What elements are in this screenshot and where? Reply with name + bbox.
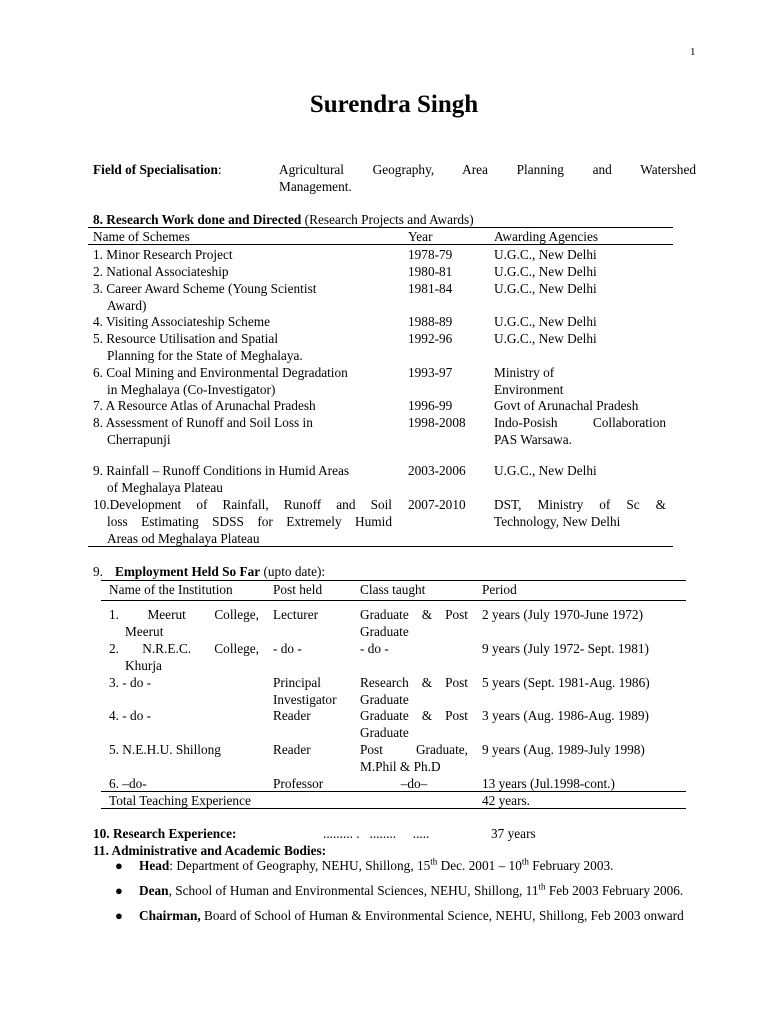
post-cell: Lecturer [273,607,319,622]
class-cell: Graduate & Post [360,607,468,622]
period-cell: 13 years (Jul.1998-cont.) [482,776,615,791]
agency-cell: Govt of Arunachal Pradesh [494,398,639,413]
period-cell: 3 years (Aug. 1986-Aug. 1989) [482,708,649,723]
divider [101,808,686,809]
scheme-cell: Planning for the State of Meghalaya. [107,348,303,363]
header-institution: Name of the Institution [109,582,233,597]
post-cell: - do - [273,641,302,656]
scheme-cell: 2. National Associateship [93,264,229,279]
scheme-cell: 8. Assessment of Runoff and Soil Loss in [93,415,313,430]
class-cell: Graduate [360,725,409,740]
employment-section-title: 9. Employment Held So Far (upto date): [93,564,326,579]
admin-role: Dean [139,883,169,898]
year-cell: 1981-84 [408,281,453,296]
bullet-icon: ● [115,858,123,873]
total-label: Total Teaching Experience [109,793,251,808]
post-cell: Reader [273,742,311,757]
period-cell: 9 years (Aug. 1989-July 1998) [482,742,645,757]
period-cell: 9 years (July 1972- Sept. 1981) [482,641,649,656]
agency-cell: Indo-Posish Collaboration [494,415,666,430]
institution-cell: 3. - do - [109,675,152,690]
divider [88,546,673,547]
research-section-title: 8. Research Work done and Directed (Research Projects and Awards) [93,212,474,227]
ordinal-suffix: th [521,856,529,867]
admin-text: : Department of Geography, NEHU, Shillong, 15 [169,858,431,873]
year-cell: 2007-2010 [408,497,466,512]
admin-text: February 2003. [528,858,614,873]
divider [101,600,686,601]
year-cell: 1988-89 [408,314,453,329]
header-year: Year [408,229,433,244]
post-cell: Reader [273,708,311,723]
ordinal-suffix: th [430,856,438,867]
year-cell: 1980-81 [408,264,453,279]
research-experience-label: 10. Research Experience: [93,826,237,841]
scheme-cell: of Meghalaya Plateau [107,480,223,495]
post-cell: Investigator [273,692,337,707]
period-cell: 2 years (July 1970-June 1972) [482,607,644,622]
total-value: 42 years. [482,793,530,808]
scheme-cell: Cherrapunji [107,432,171,447]
class-cell: Post Graduate, [360,742,468,757]
agency-cell: U.G.C., New Delhi [494,331,597,346]
scheme-cell: 6. Coal Mining and Environmental Degradation [93,365,348,380]
agency-cell: Technology, New Delhi [494,514,621,529]
header-scheme: Name of Schemes [93,229,190,244]
year-cell: 2003-2006 [408,463,466,478]
field-label: Field of Specialisation: [93,162,222,177]
institution-cell: 2. N.R.E.C. College, [109,641,259,656]
agency-cell: Ministry of [494,365,555,380]
scheme-cell: 10.Development of Rainfall, Runoff and Soil [93,497,392,512]
page-number: 1 [690,46,696,58]
admin-section-title: 11. Administrative and Academic Bodies: [93,843,327,858]
year-cell: 1993-97 [408,365,453,380]
admin-item [93,882,697,899]
research-experience-value: 37 years [491,826,536,841]
year-cell: 1978-79 [408,247,453,262]
class-cell: Graduate & Post [360,708,468,723]
class-cell: –do– [400,776,428,791]
post-cell: Principal [273,675,322,690]
header-period: Period [482,582,517,597]
agency-cell: DST, Ministry of Sc & [494,497,666,512]
admin-text: Board of School of Human & Environmental Science, NEHU, Shillong, Feb 2003 onward [200,908,684,923]
admin-text: Feb 2003 February 2006. [545,883,684,898]
admin-item [93,857,697,874]
institution-cell: 4. - do - [109,708,152,723]
header-class: Class taught [360,582,426,597]
period-cell: 5 years (Sept. 1981-Aug. 1986) [482,675,650,690]
header-agency: Awarding Agencies [494,229,599,244]
agency-cell: U.G.C., New Delhi [494,314,597,329]
institution-cell: 5. N.E.H.U. Shillong [109,742,221,757]
agency-cell: U.G.C., New Delhi [494,247,597,262]
bullet-icon: ● [115,883,123,898]
admin-list [93,857,697,932]
scheme-cell: 5. Resource Utilisation and Spatial [93,331,279,346]
research-experience-dots: ......... . ........ ..... [323,826,430,841]
scheme-cell: 1. Minor Research Project [93,247,233,262]
class-cell: Graduate [360,624,409,639]
field-value: Agricultural Geography, Area Planning and Watershed [279,162,696,177]
admin-item [93,907,697,924]
class-cell: - do - [360,641,389,656]
header-post: Post held [273,582,323,597]
class-cell: M.Phil & Ph.D [360,759,441,774]
institution-cell: 6. –do- [109,776,147,791]
agency-cell: U.G.C., New Delhi [494,281,597,296]
year-cell: 1996-99 [408,398,453,413]
agency-cell: U.G.C., New Delhi [494,463,597,478]
scheme-cell: in Meghalaya (Co-Investigator) [107,382,276,397]
scheme-cell: 9. Rainfall – Runoff Conditions in Humid Areas [93,463,350,478]
post-cell: Professor [273,776,324,791]
scheme-cell: Award) [107,298,147,313]
year-cell: 1992-96 [408,331,453,346]
admin-text: Dec. 2001 – 10 [437,858,522,873]
institution-cell: Khurja [125,658,162,673]
class-cell: Research & Post [360,675,468,690]
year-cell: 1998-2008 [408,415,466,430]
agency-cell: PAS Warsawa. [494,432,572,447]
ordinal-suffix: th [538,881,546,892]
scheme-cell: 4. Visiting Associateship Scheme [93,314,270,329]
scheme-cell: 3. Career Award Scheme (Young Scientist [93,281,317,296]
agency-cell: U.G.C., New Delhi [494,264,597,279]
scheme-cell: 7. A Resource Atlas of Arunachal Pradesh [93,398,316,413]
agency-cell: Environment [494,382,564,397]
divider [88,244,673,245]
scheme-cell: Areas od Meghalaya Plateau [107,531,260,546]
institution-cell: Meerut [125,624,164,639]
admin-text: , School of Human and Environmental Sciences, NEHU, Shillong, 11 [168,883,539,898]
field-value-cont: Management. [279,179,352,194]
institution-cell: 1. Meerut College, [109,607,259,622]
scheme-cell: loss Estimating SDSS for Extremely Humid [107,514,392,529]
admin-role: Head [139,858,170,873]
page-title: Surendra Singh [309,91,479,118]
bullet-icon: ● [115,908,123,923]
class-cell: Graduate [360,692,409,707]
admin-role: Chairman, [139,908,201,923]
